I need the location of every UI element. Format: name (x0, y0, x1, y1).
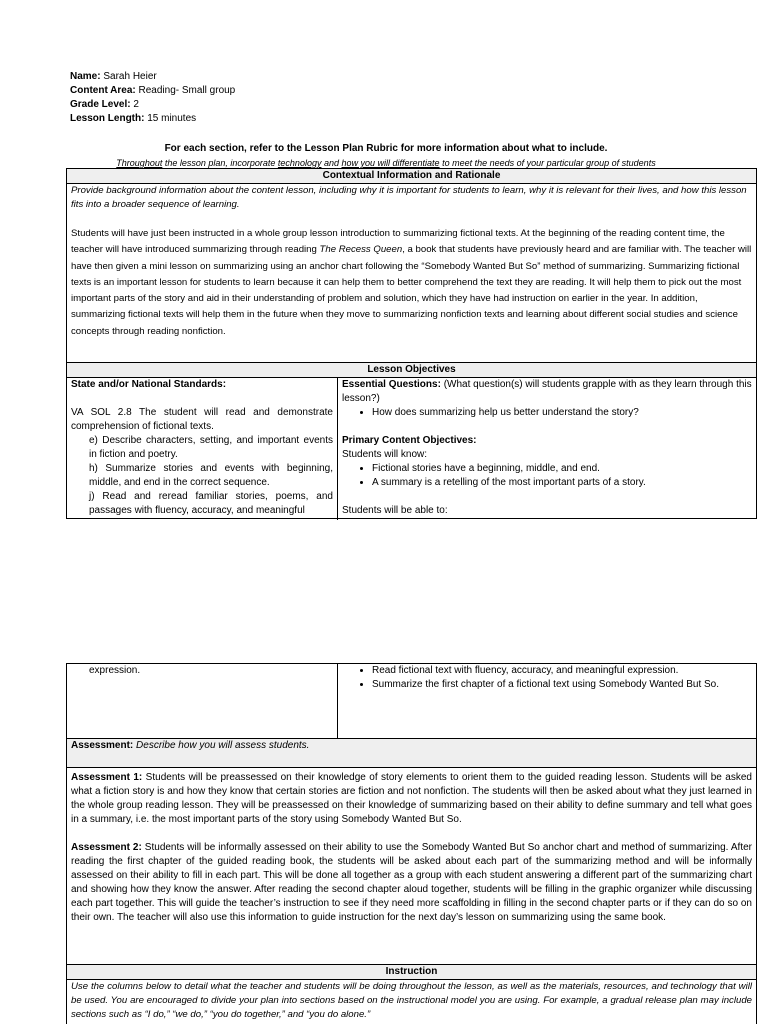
lesson-length-line: Lesson Length: 15 minutes (70, 113, 197, 124)
contextual-body: Students will have just been instructed in a whole group lesson introduction to summarizing fictional texts. At the beginning of the reading content time, the teacher will have introduced summarizing through reading The Recess Queen, a book that students have previously heard and are familiar with. The teacher will have then given a mini lesson on summarizing using an anchor chart following the “Somebody Wanted But So” method of summarizing. Summarizing fictional texts is an important lesson for students to learn because it can help them to better comprehend the text they are reading. It will help them to pick out the most important parts of the story and aid in their understanding of problem and solution, which they have had instruction on earlier in the year. In addition, summarizing fictional texts will help them in the future when they move to summarizing nonfiction texts and learning about different social studies and science concepts through reading nonfiction. (71, 228, 752, 337)
able-label: Students will be able to: (342, 505, 448, 516)
sol-e: e) Describe characters, setting, and important events in fiction and poetry. (89, 435, 333, 460)
list-item: • Summarize the first chapter of a fictional text using Somebody Wanted But So. (372, 678, 752, 692)
sol-intro: VA SOL 2.8 The student will read and demonstrate comprehension of fictional texts. (71, 407, 333, 432)
assessment-heading: Assessment: Describe how you will assess students. (67, 739, 756, 768)
objectives-row (67, 378, 756, 520)
list-item: • Fictional stories have a beginning, middle, and end. (372, 462, 752, 476)
assessment-cell (67, 768, 756, 965)
lesson-table-part-2 (66, 663, 757, 1024)
contextual-heading: Contextual Information and Rationale (67, 169, 756, 184)
know-list (342, 462, 752, 490)
sol-j-continued: expression. (89, 665, 141, 676)
rubric-instruction: For each section, refer to the Lesson Plan Rubric for more information about what to include. (164, 143, 608, 154)
assessment-2: Assessment 2: Students will be informally assessed on their ability to use the Somebody Wanted But So anchor chart and method of summarizing. After reading the first chapter of the guided reading book, the students will be asked about each part of the summarizing method and will be informally assessed on their ability to fill in each part. This will be done all together as a group with each student answering a different part of the summarizing chart and showing how they know the answer. After reading the second chapter aloud together, students will be filling in the graphic organizer while discussing each part together. This will guide the teacher’s instruction to see if they need more scaffolding in filling in the second chapter parts or if they can do so on their own. The teacher will also use this information to guide instruction for the next day’s lesson on summarizing using the same book. (71, 842, 753, 923)
instruction-prompt: Use the columns below to detail what the teacher and students will be doing throughout the lesson, as well as the materials, resources, and technology that will be used. You are encouraged to divide your plan into sections based on the instructional model you are using. For example, a gradual release plan may include sections such as “I do,” “we do,” “you do together,” and “you do alone.” (71, 981, 752, 1020)
grade-level-line: Grade Level: 2 (70, 99, 139, 110)
standards-label: State and/or National Standards: (71, 379, 227, 390)
differentiation-note: Throughout the lesson plan, incorporate technology and how you will differentiate to meet the needs of your particular group of students (116, 158, 656, 168)
instruction-heading: Instruction (67, 965, 756, 980)
primary-objectives-label: Primary Content Objectives: (342, 435, 477, 446)
essential-questions: Essential Questions: (What question(s) will students grapple with as they learn through this lesson?) (342, 379, 752, 404)
standards-column-continued (67, 664, 338, 738)
objectives-row-continued (67, 664, 756, 739)
name-line: Name: Sarah Heier (70, 71, 157, 82)
list-item: • How does summarizing help us better understand the story? (372, 406, 752, 420)
list-item: • A summary is a retelling of the most important parts of a story. (372, 476, 752, 490)
able-column (338, 664, 756, 738)
objectives-heading: Lesson Objectives (67, 363, 756, 378)
content-area-line: Content Area: Reading- Small group (70, 85, 236, 96)
list-item: • Read fictional text with fluency, accuracy, and meaningful expression. (372, 664, 752, 678)
sol-j: j) Read and reread familiar stories, poems, and passages with fluency, accuracy, and meaningful (89, 491, 333, 516)
contextual-cell (67, 184, 756, 363)
sol-h: h) Summarize stories and events with beginning, middle, and end in the correct sequence. (89, 463, 333, 488)
essential-questions-list (342, 406, 752, 420)
know-label: Students will know: (342, 449, 428, 460)
lesson-table-part-1 (66, 168, 757, 519)
contextual-prompt: Provide background information about the content lesson, including why it is important for students to learn, why it is relevant for their lives, and how this lesson fits into a broader sequence of learning. (71, 185, 747, 210)
lesson-header (70, 70, 235, 126)
assessment-1: Assessment 1: Students will be preassessed on their knowledge of story elements to orient them to the guided reading lesson. Students will be asked what a fiction story is and how they know that certain stories are fiction and not nonfiction. The students will then be asked about what they just learned in the whole group reading lesson. They will be preassessed on their knowledge of summarizing based on their ability to define summary and tell what goes in a summary, i.e. the most important parts of the story using Somebody Wanted But So. (71, 772, 752, 825)
standards-column (67, 378, 338, 520)
questions-column (338, 378, 756, 520)
able-list (342, 664, 752, 692)
